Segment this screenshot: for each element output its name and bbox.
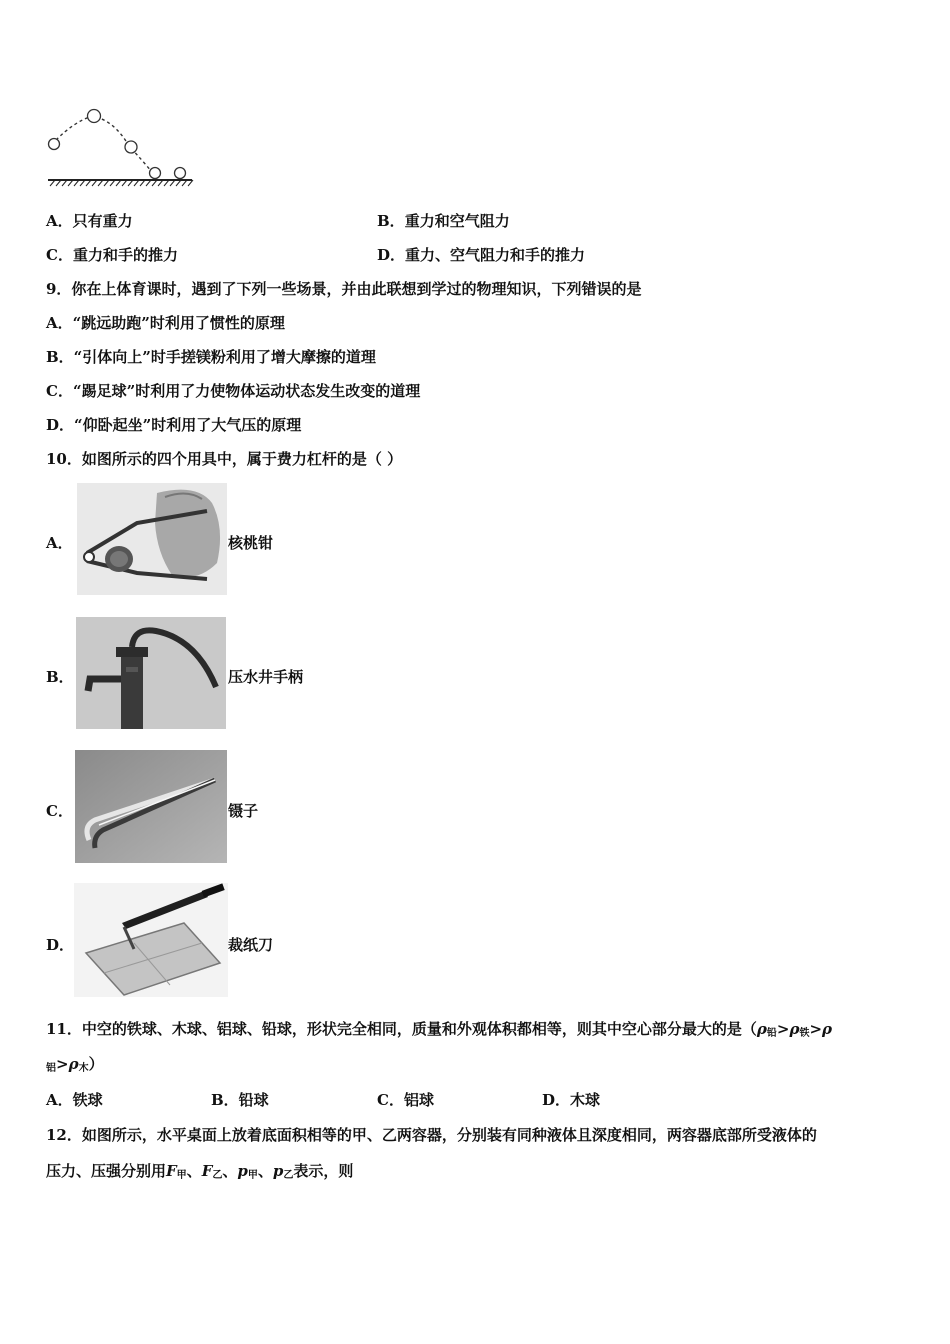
q9-option-c[interactable]: C．“踢足球”时利用了力使物体运动状态发生改变的道理	[46, 382, 421, 400]
ball-trajectory-figure	[44, 100, 196, 188]
q8-option-c-text: 重力和手的推力	[72, 246, 178, 264]
q9-stem: 9．你在上体育课时，遇到了下列一些场景，并由此联想到学过的物理知识，下列错误的是	[46, 280, 642, 298]
q11-option-b[interactable]: B．铅球	[211, 1091, 269, 1109]
q9-option-d[interactable]: D．“仰卧起坐”时利用了大气压的原理	[46, 416, 302, 434]
q10-option-a-letter[interactable]: A．	[46, 534, 73, 552]
tweezers-image	[75, 750, 227, 863]
ball-1	[49, 139, 60, 150]
ball-3	[125, 141, 137, 153]
q8-option-c[interactable]	[46, 245, 178, 265]
ball-5	[175, 168, 186, 179]
q10-option-a-label: 核桃钳	[228, 534, 274, 552]
nutcracker-image	[77, 483, 227, 595]
q8-option-a[interactable]	[46, 211, 133, 231]
q9-option-a[interactable]: A．“跳远助跑”时利用了惯性的原理	[46, 314, 285, 332]
q8-option-b-text: 重力和空气阻力	[404, 212, 510, 230]
q8-option-d[interactable]	[377, 245, 585, 265]
q11-option-d[interactable]: D．木球	[542, 1091, 601, 1109]
q10-stem: 10．如图所示的四个用具中，属于费力杠杆的是（ ）	[46, 450, 403, 468]
q11-stem: 11．中空的铁球、木球、铝球、铅球，形状完全相同，质量和外观体积都相等，则其中空心部分最大的是（	[46, 1020, 757, 1038]
q12-stem-line1: 12．如图所示，水平桌面上放着底面积相等的甲、乙两容器，分别装有同种液体且深度相同，两容器底部所受液体的	[46, 1126, 817, 1144]
trajectory-path	[56, 116, 152, 172]
q10-option-c-label: 镊子	[228, 802, 259, 820]
ball-4	[150, 168, 161, 179]
q10-option-b-letter[interactable]: B．	[46, 668, 74, 686]
q8-option-b[interactable]	[377, 211, 510, 231]
q8-option-a-text: 只有重力	[72, 212, 133, 230]
q11-option-a[interactable]: A．铁球	[46, 1091, 103, 1109]
q9-option-b[interactable]: B．“引体向上”时手搓镁粉利用了增大摩擦的道理	[46, 348, 376, 366]
q11-stem-line2: $_铝>\rho_木$）	[46, 1055, 104, 1074]
q10-option-d-letter[interactable]: D．	[46, 936, 75, 954]
q12-stem-line2: 压力、压强分别用$F_甲$、$F_乙$、$p_甲$、$p_乙$表示，则	[46, 1162, 354, 1181]
ball-2	[88, 110, 101, 123]
water-pump-image	[76, 617, 226, 729]
q8-option-c-letter: C．	[46, 246, 73, 264]
q8-option-d-letter: D．	[377, 246, 406, 264]
q10-option-c-letter[interactable]: C．	[46, 802, 73, 820]
q8-option-b-letter: B．	[377, 212, 405, 230]
q8-option-a-letter: A．	[46, 212, 73, 230]
q11-stem-line1: 11．中空的铁球、木球、铝球、铅球，形状完全相同，质量和外观体积都相等，则其中空心部分最大的是（$\rho_铅>\rho_铁>\rho$	[46, 1020, 832, 1039]
q11-option-c[interactable]: C．铝球	[377, 1091, 434, 1109]
q8-option-d-text: 重力、空气阻力和手的推力	[405, 246, 586, 264]
q10-option-d-label: 裁纸刀	[228, 936, 274, 954]
q10-option-b-label: 压水井手柄	[228, 668, 304, 686]
paper-cutter-image	[74, 883, 228, 997]
